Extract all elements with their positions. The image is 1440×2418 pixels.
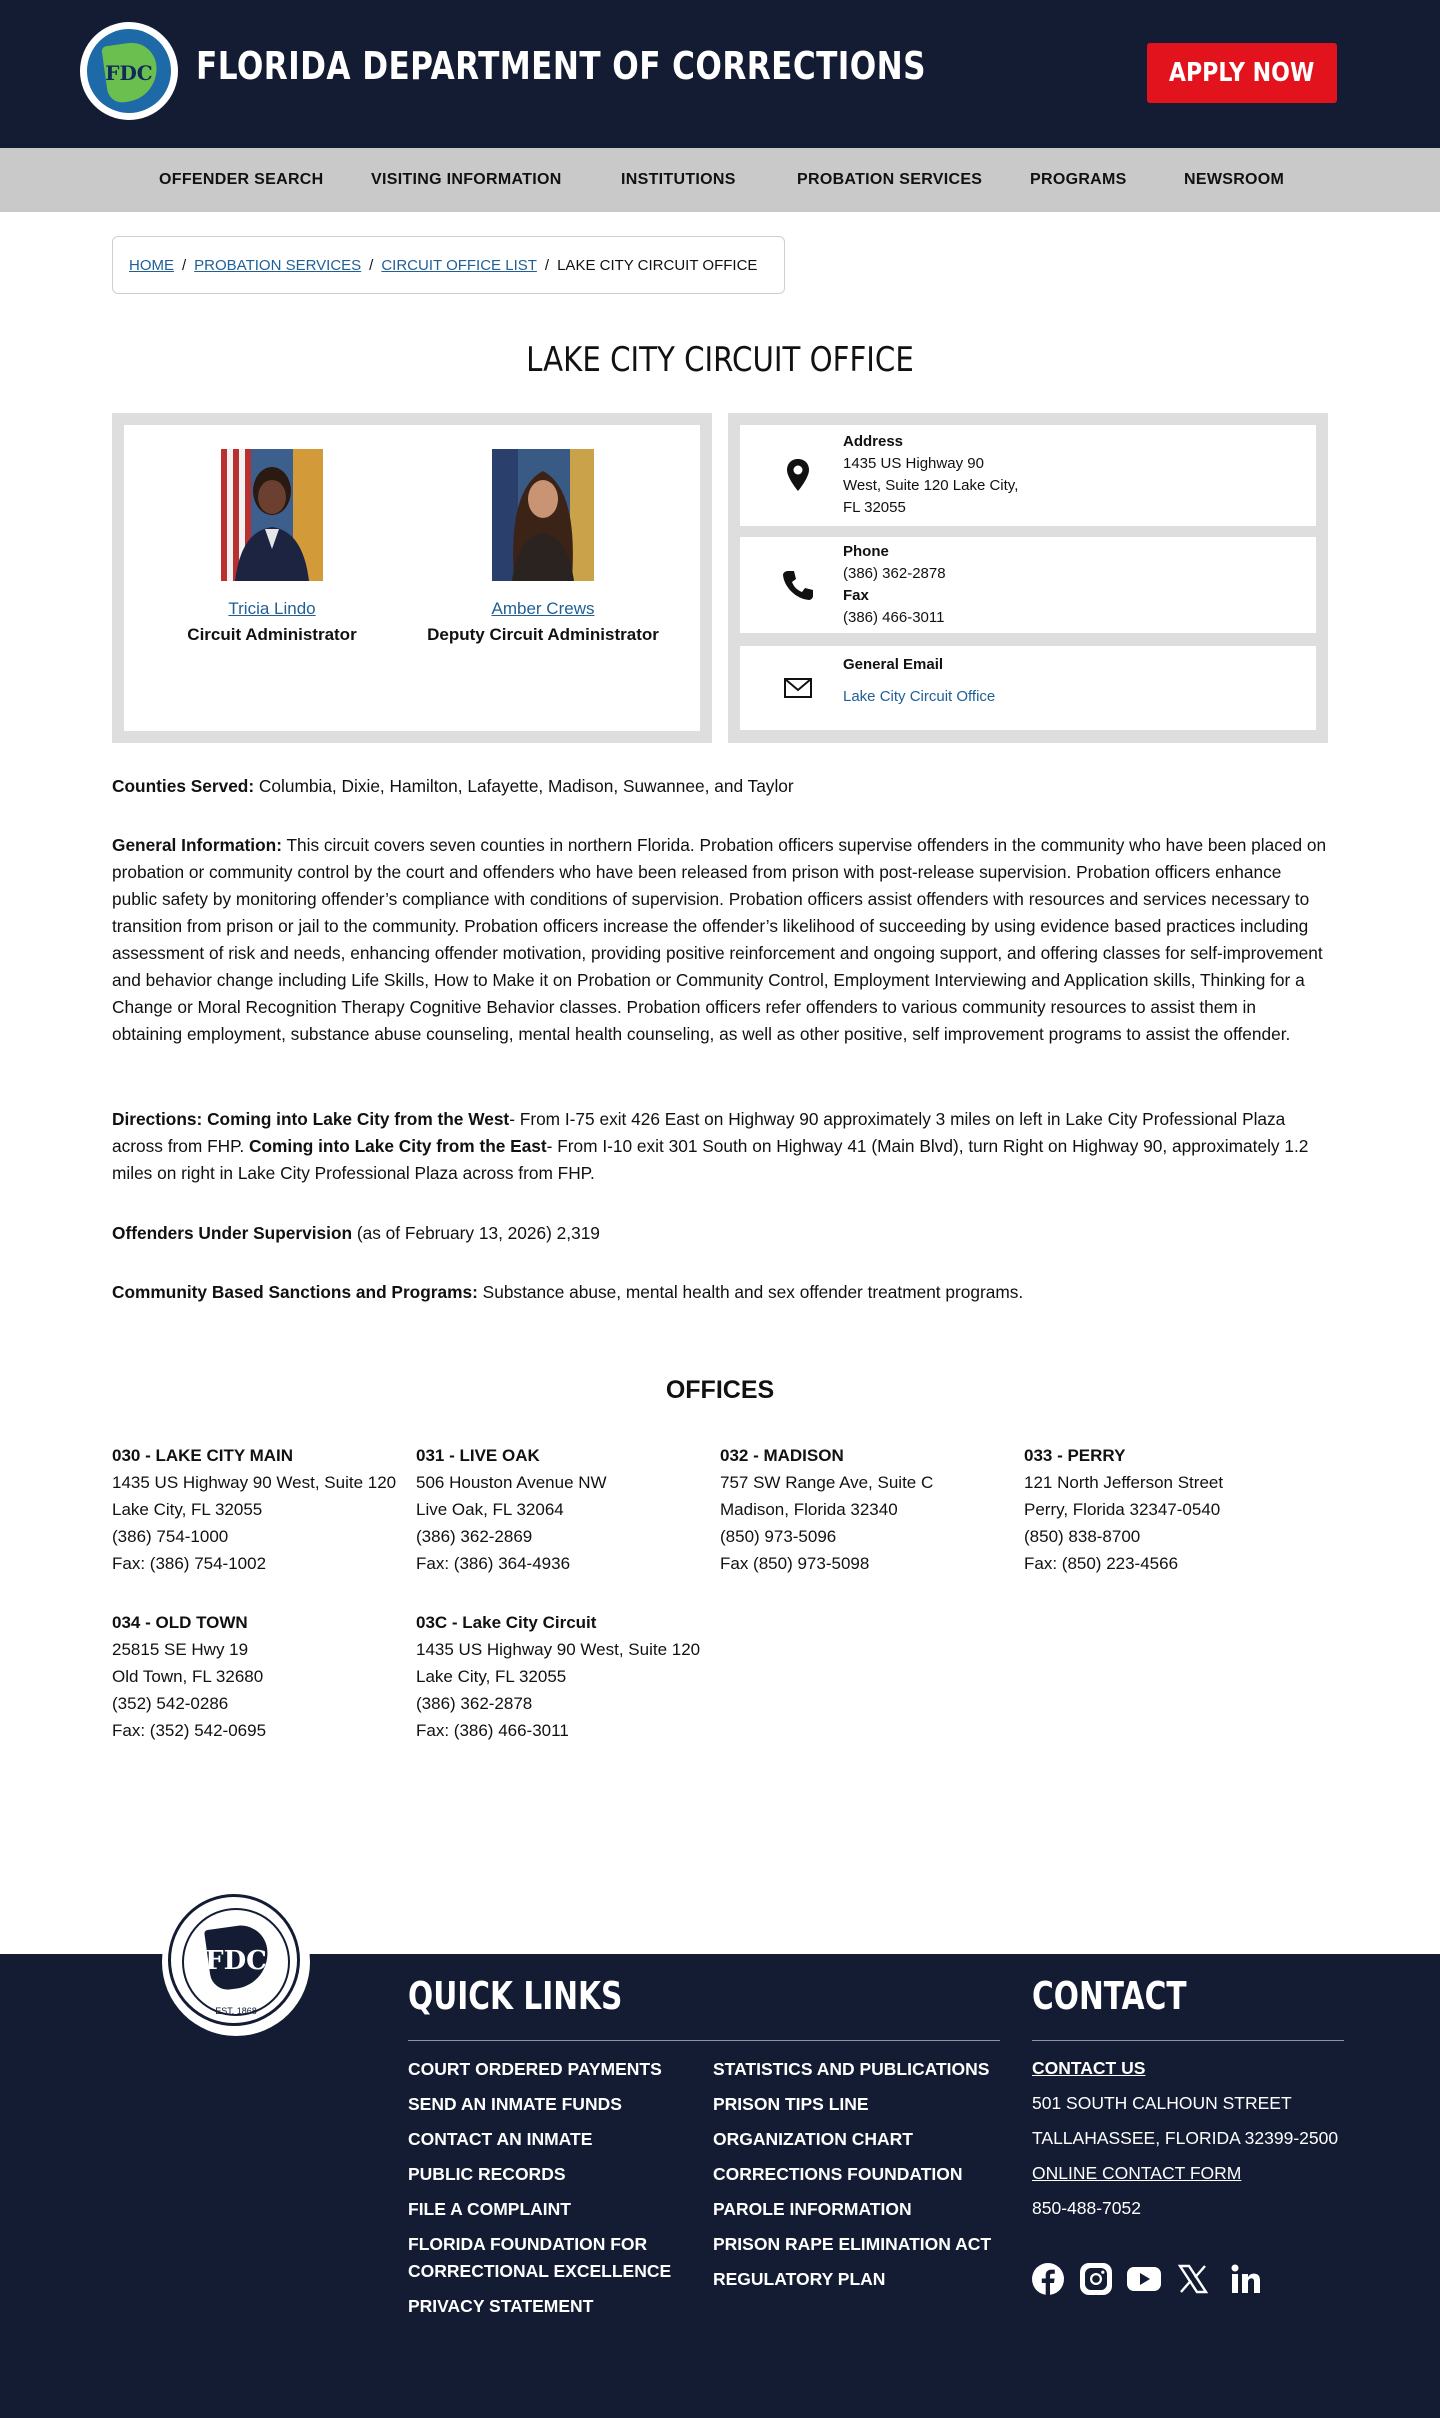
site-header	[0, 0, 1440, 148]
breadcrumb	[112, 236, 785, 294]
nav-programs[interactable]: PROGRAMS	[1030, 171, 1127, 188]
offenders-under-supervision: Offenders Under Supervision (as of February 13, 2026) 2,319	[112, 1223, 600, 1243]
office-item: 031 - LIVE OAK 506 Houston Avenue NW Live Oak, FL 32064 (386) 362-2869 Fax: (386) 364-4936	[416, 1446, 607, 1573]
footer-link[interactable]: CONTACT AN INMATE	[408, 2129, 593, 2149]
footer-link[interactable]: CORRECTIONS FOUNDATION	[713, 2164, 963, 2184]
facebook-icon[interactable]	[1031, 2262, 1065, 2296]
footer-divider	[408, 2040, 1000, 2041]
linkedin-icon[interactable]	[1229, 2262, 1263, 2296]
footer-link[interactable]: PRIVACY STATEMENT	[408, 2296, 594, 2316]
florida-seal-icon: FDC	[87, 29, 171, 113]
footer-link[interactable]: STATISTICS AND PUBLICATIONS	[713, 2059, 990, 2079]
contact-phone[interactable]: 850-488-7052	[1032, 2198, 1141, 2218]
general-information: General Information: This circuit covers seven counties in northern Florida. Probation officers supervise offenders in the community who have been placed on probation or community control by the court and offenders who have been released from prison with post-release supervision. Probation officers enhance public safety by monitoring offender’s compliance with conditions of supervision. Probation officers assist offenders with resources and services necessary to transition from prison or jail to the community. Probation officers increase the offender’s likelihood of succeeding by using evidence based practices including assessment of risk and needs, enhancing offender motivation, providing positive reinforcement and ongoing support, and offering classes for self-improvement and behavior change including Life Skills, How to Make it on Probation or Community Control, Employment Interviewing and Application skills, Thinking for a Change or Moral Recognition Therapy Cognitive Behavior classes. Probation officers refer offenders to various community resources to assist them in obtaining employment, substance abuse counseling, mental health counseling, as well as other positive, self improvement programs to assist the offender.	[112, 835, 1327, 1044]
contact-us-link[interactable]: CONTACT US	[1032, 2058, 1146, 2078]
contact-street: 501 SOUTH CALHOUN STREET	[1032, 2093, 1292, 2113]
staff-panel	[112, 413, 712, 743]
breadcrumb-separator: /	[544, 257, 550, 274]
page-title: LAKE CITY CIRCUIT OFFICE	[526, 340, 914, 380]
staff-photo	[221, 449, 323, 581]
address-label: Address	[843, 433, 904, 450]
footer-link[interactable]: CORRECTIONAL EXCELLENCE	[408, 2261, 672, 2281]
footer-link[interactable]: PRISON RAPE ELIMINATION ACT	[713, 2234, 992, 2254]
address-line-2: West, Suite 120 Lake City,	[843, 477, 1019, 494]
site-title[interactable]: FLORIDA DEPARTMENT OF CORRECTIONS	[196, 44, 927, 88]
community-sanctions: Community Based Sanctions and Programs: Substance abuse, mental health and sex offender treatment programs.	[112, 1282, 1024, 1302]
fdc-logo[interactable]	[80, 22, 178, 120]
fax-number: (386) 466-3011	[843, 609, 945, 626]
office-item: 03C - Lake City Circuit 1435 US Highway 90 West, Suite 120 Lake City, FL 32055 (386) 362-2878 Fax: (386) 466-3011	[416, 1613, 701, 1740]
counties-served: Counties Served: Columbia, Dixie, Hamilton, Lafayette, Madison, Suwannee, and Taylor	[112, 776, 794, 796]
contact-panel	[728, 413, 1328, 743]
address-line-1: 1435 US Highway 90	[843, 455, 984, 472]
staff-role: Circuit Administrator	[187, 625, 357, 644]
phone-card	[740, 537, 1316, 633]
footer-link[interactable]: FILE A COMPLAINT	[408, 2199, 571, 2219]
footer-link[interactable]: ORGANIZATION CHART	[713, 2129, 913, 2149]
breadcrumb-home[interactable]: HOME	[129, 257, 174, 274]
youtube-icon[interactable]	[1126, 2262, 1162, 2296]
office-item: 034 - OLD TOWN 25815 SE Hwy 19 Old Town, FL 32680 (352) 542-0286 Fax: (352) 542-0695	[112, 1613, 267, 1740]
footer-logo-est: EST. 1868	[215, 2006, 257, 2016]
office-item: 033 - PERRY 121 North Jefferson Street Perry, Florida 32347-0540 (850) 838-8700 Fax: (850) 223-4566	[1024, 1446, 1224, 1573]
nav-offender-search[interactable]: OFFENDER SEARCH	[159, 171, 324, 188]
footer-divider	[1032, 2040, 1344, 2041]
fax-label: Fax	[843, 587, 869, 604]
phone-icon	[778, 565, 818, 605]
directions: Directions: Coming into Lake City from the West- From I-75 exit 426 East on Highway 90 approximately 3 miles on left in Lake City Professional Plaza across from FHP. Coming into Lake City from the East- From I-10 exit 301 South on Highway 41 (Main Blvd), turn Right on Highway 90, approximately 1.2 miles on right in Lake City Professional Plaza across from FHP.	[112, 1109, 1309, 1183]
instagram-icon[interactable]	[1079, 2262, 1113, 2296]
footer-link[interactable]: PRISON TIPS LINE	[713, 2094, 869, 2114]
staff-card	[408, 449, 678, 645]
breadcrumb-probation-services[interactable]: PROBATION SERVICES	[194, 257, 362, 274]
footer-link[interactable]: FLORIDA FOUNDATION FOR	[408, 2234, 648, 2254]
online-contact-form-link[interactable]: ONLINE CONTACT FORM	[1032, 2163, 1242, 2183]
nav-probation-services[interactable]: PROBATION SERVICES	[797, 171, 983, 188]
footer-link[interactable]: PUBLIC RECORDS	[408, 2164, 566, 2184]
x-icon[interactable]	[1176, 2262, 1210, 2296]
breadcrumb-separator: /	[369, 257, 374, 274]
office-item: 032 - MADISON 757 SW Range Ave, Suite C Madison, Florida 32340 (850) 973-5096 Fax (850) 973-5098	[720, 1446, 934, 1573]
staff-role: Deputy Circuit Administrator	[427, 625, 659, 644]
footer-link[interactable]: COURT ORDERED PAYMENTS	[408, 2059, 662, 2079]
phone-number[interactable]: (386) 362-2878	[843, 565, 946, 582]
staff-card	[137, 449, 407, 645]
main-nav	[0, 148, 1440, 212]
staff-name-link[interactable]: Tricia Lindo	[228, 599, 316, 618]
office-item: 030 - LAKE CITY MAIN 1435 US Highway 90 West, Suite 120 Lake City, FL 32055 (386) 754-1000 Fax: (386) 754-1002	[112, 1446, 397, 1573]
staff-name-link[interactable]: Amber Crews	[491, 599, 595, 618]
footer-link[interactable]: REGULATORY PLAN	[713, 2269, 886, 2289]
map-pin-icon	[778, 455, 818, 495]
quick-links-title: QUICK LINKS	[408, 1974, 623, 2018]
phone-label: Phone	[843, 543, 889, 560]
email-card	[740, 646, 1316, 730]
footer-logo[interactable]: FDC EST. 1868	[162, 1888, 310, 2036]
nav-institutions[interactable]: INSTITUTIONS	[621, 171, 736, 188]
email-link[interactable]: Lake City Circuit Office	[843, 688, 996, 705]
staff-photo	[492, 449, 594, 581]
breadcrumb-separator: /	[182, 257, 187, 274]
apply-now-button[interactable]: APPLY NOW	[1147, 43, 1337, 103]
contact-city: TALLAHASSEE, FLORIDA 32399-2500	[1032, 2128, 1339, 2148]
contact-title: CONTACT	[1032, 1974, 1187, 2018]
footer-link[interactable]: SEND AN INMATE FUNDS	[408, 2094, 622, 2114]
nav-newsroom[interactable]: NEWSROOM	[1184, 171, 1285, 188]
footer-link[interactable]: PAROLE INFORMATION	[713, 2199, 912, 2219]
breadcrumb-current: LAKE CITY CIRCUIT OFFICE	[557, 257, 758, 274]
nav-visiting-information[interactable]: VISITING INFORMATION	[371, 171, 562, 188]
breadcrumb-circuit-office-list[interactable]: CIRCUIT OFFICE LIST	[381, 257, 537, 274]
address-line-3: FL 32055	[843, 499, 906, 516]
email-label: General Email	[843, 656, 944, 673]
address-card	[740, 425, 1316, 526]
envelope-icon	[778, 668, 818, 708]
offices-title: OFFICES	[665, 1376, 775, 1404]
